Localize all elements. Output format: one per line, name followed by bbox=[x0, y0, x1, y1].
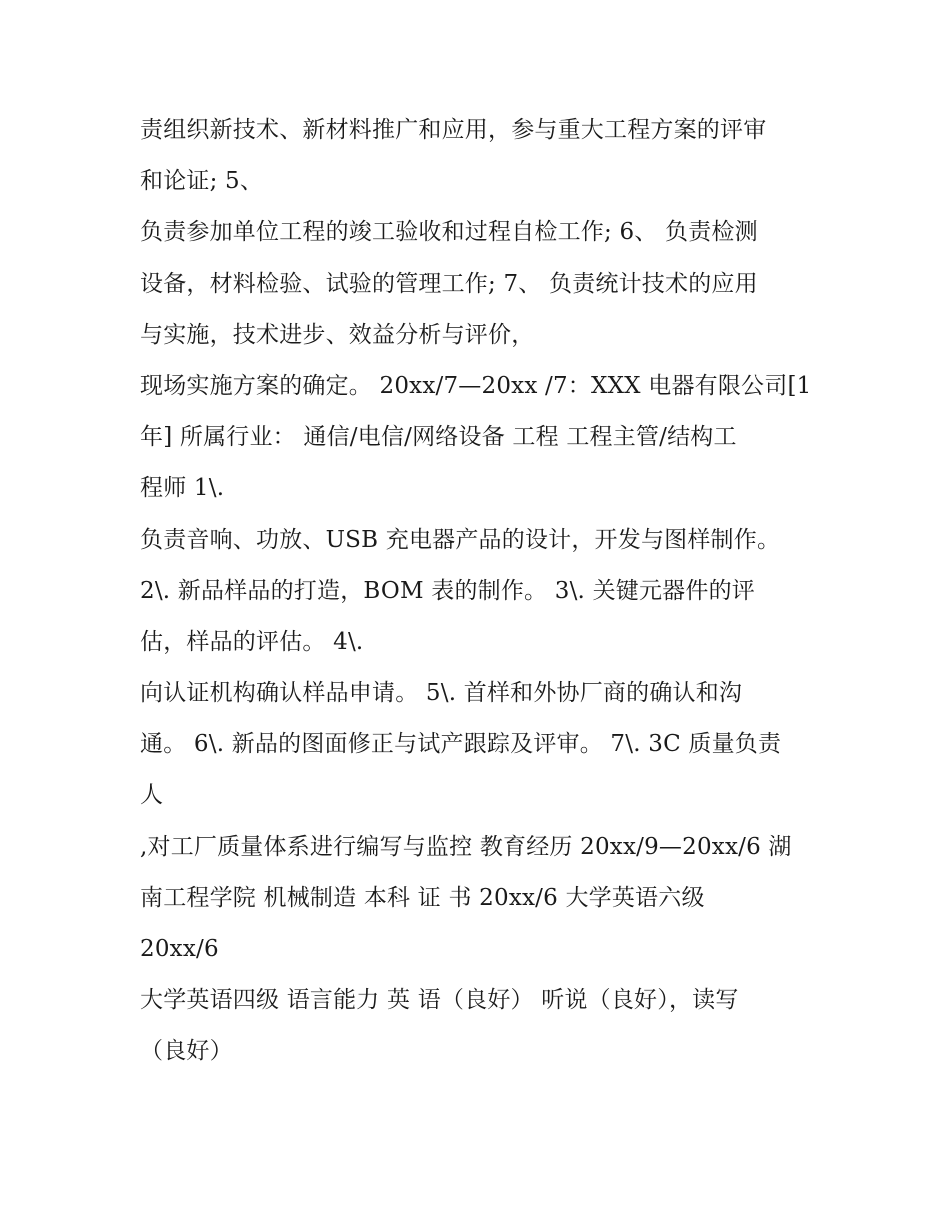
text-line: 通。 6\. 新品的图面修正与试产跟踪及评审。 7\. 3C 质量负责 bbox=[140, 731, 782, 758]
text-line: 人 bbox=[140, 782, 164, 809]
text-line: 负责音响、功放、USB 充电器产品的设计，开发与图样制作。 bbox=[140, 526, 781, 553]
text-line: 设备，材料检验、试验的管理工作; 7、 负责统计技术的应用 bbox=[140, 270, 758, 297]
text-line: 程师 1\. bbox=[140, 475, 225, 502]
text-line: 责组织新技术、新材料推广和应用，参与重大工程方案的评审 bbox=[140, 117, 767, 143]
text-line: 与实施，技术进步、效益分析与评价， bbox=[140, 321, 535, 348]
text-line: 和论证; 5、 bbox=[140, 168, 264, 195]
text-line: 20xx/6 bbox=[140, 936, 219, 962]
text-line: 南工程学院 机械制造 本科 证 书 20xx/6 大学英语六级 bbox=[140, 884, 705, 911]
text-line: （良好） bbox=[140, 1038, 233, 1065]
text-line: 现场实施方案的确定。 20xx/7—20xx /7：XXX 电器有限公司[1 bbox=[140, 372, 812, 399]
text-line: 估，样品的评估。 4\. bbox=[140, 628, 364, 655]
text-line: 向认证机构确认样品申请。 5\. 首样和外协厂商的确认和沟 bbox=[140, 680, 743, 707]
text-line: 2\. 新品样品的打造，BOM 表的制作。 3\. 关键元器件的评 bbox=[140, 577, 755, 604]
text-line: 年] 所属行业： 通信/电信/网络设备 工程 工程主管/结构工 bbox=[140, 424, 737, 451]
text-line: 负责参加单位工程的竣工验收和过程自检工作; 6、 负责检测 bbox=[140, 219, 758, 246]
document-body bbox=[140, 110, 820, 1083]
text-line: 大学英语四级 语言能力 英 语（良好） 听说（良好），读写 bbox=[140, 987, 739, 1014]
text-line: ,对工厂质量体系进行编写与监控 教育经历 20xx/9—20xx/6 湖 bbox=[140, 833, 792, 860]
